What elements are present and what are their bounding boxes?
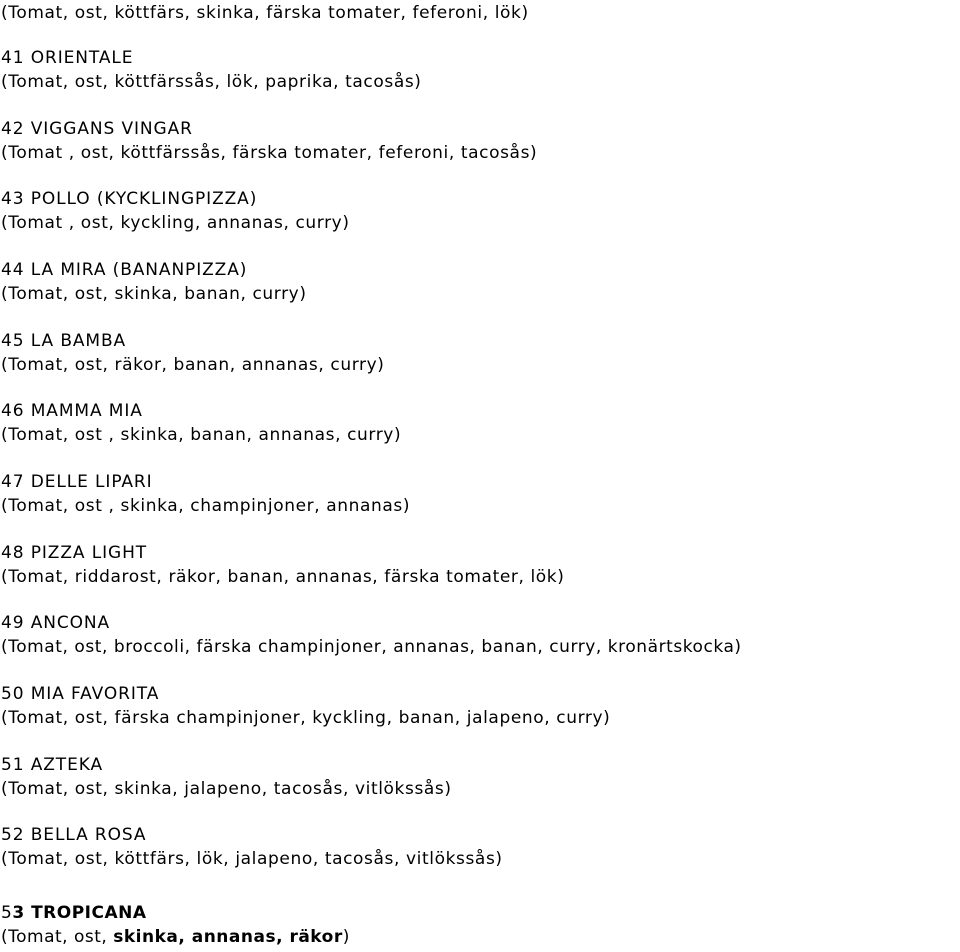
pizza-title: 47 DELLE LIPARI <box>1 472 153 492</box>
pizza-title: 45 LA BAMBA <box>1 331 127 351</box>
pizza-ingredients: (Tomat, ost, skinka, banan, curry) <box>1 284 307 304</box>
pizza-title: 43 POLLO (KYCKLINGPIZZA) <box>1 189 258 209</box>
pizza-ingredients-suffix: ) <box>342 927 350 947</box>
pizza-ingredients: (Tomat, ost, skinka, jalapeno, tacosås, vitlökssås) <box>1 779 452 799</box>
pizza-ingredients: (Tomat, ost, köttfärs, lök, jalapeno, tacosås, vitlökssås) <box>1 849 503 869</box>
pizza-title-rest: 3 TROPICANA <box>12 903 147 923</box>
pizza-title-prefix: 5 <box>1 903 13 923</box>
pizza-title <box>1 902 147 924</box>
pizza-ingredients <box>1 926 350 948</box>
pizza-ingredients: (Tomat , ost, köttfärssås, färska tomater, feferoni, tacosås) <box>1 143 538 163</box>
pizza-ingredients-rest: skinka, annanas, räkor <box>113 927 343 947</box>
pizza-title: 49 ANCONA <box>1 613 111 633</box>
pizza-title: 52 BELLA ROSA <box>1 825 147 845</box>
pizza-ingredients: (Tomat , ost, kyckling, annanas, curry) <box>1 213 350 233</box>
pizza-title: 50 MIA FAVORITA <box>1 684 160 704</box>
pizza-ingredients: (Tomat, ost, räkor, banan, annanas, curry) <box>1 355 385 375</box>
pizza-ingredients: (Tomat, ost, köttfärssås, lök, paprika, tacosås) <box>1 72 422 92</box>
pizza-title: 48 PIZZA LIGHT <box>1 543 148 563</box>
pizza-ingredients-prefix: (Tomat, ost, <box>1 927 114 947</box>
pizza-ingredients: (Tomat, ost, färska champinjoner, kyckling, banan, jalapeno, curry) <box>1 708 611 728</box>
pizza-title: 41 ORIENTALE <box>1 48 134 68</box>
pizza-ingredients: (Tomat, ost , skinka, champinjoner, annanas) <box>1 496 411 516</box>
pizza-ingredients: (Tomat, ost, broccoli, färska champinjoner, annanas, banan, curry, kronärtskocka) <box>1 637 742 657</box>
pizza-ingredients: (Tomat, riddarost, räkor, banan, annanas, färska tomater, lök) <box>1 567 565 587</box>
pizza-title: 46 MAMMA MIA <box>1 401 143 421</box>
pizza-title: 42 VIGGANS VINGAR <box>1 119 193 139</box>
pizza-ingredients: (Tomat, ost , skinka, banan, annanas, curry) <box>1 425 402 445</box>
pizza-title: 51 AZTEKA <box>1 755 104 775</box>
pizza-title: 44 LA MIRA (BANANPIZZA) <box>1 260 248 280</box>
intro-ingredients-line: (Tomat, ost, köttfärs, skinka, färska tomater, feferoni, lök) <box>1 3 529 23</box>
